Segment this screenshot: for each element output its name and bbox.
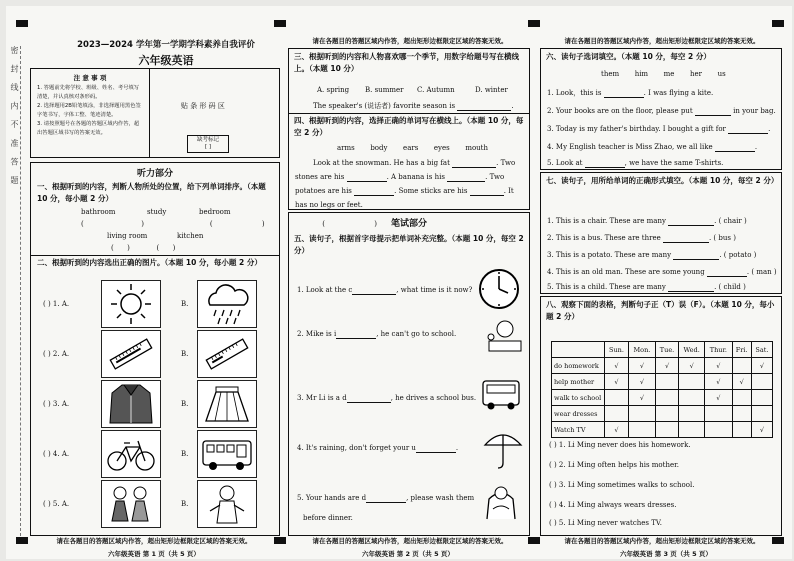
day-header: Thur. xyxy=(705,342,732,358)
sec7-blank[interactable] xyxy=(673,251,719,260)
sec8-box xyxy=(540,296,782,536)
sec7-item4-hint: . ( man ) xyxy=(746,268,777,276)
empty-cell xyxy=(732,422,751,438)
sec6-item3-end: . xyxy=(768,125,771,133)
check-cell: √ xyxy=(705,390,732,406)
answer-paren-row2[interactable]: ( ) ( ) xyxy=(111,244,176,252)
empty-cell xyxy=(732,390,751,406)
sec2-item4-b: B. xyxy=(181,450,189,458)
sec6-item1-end: . I was flying a kite. xyxy=(643,89,714,97)
sec4-line1-text: Look at the snowman. He has a big fat xyxy=(313,159,450,167)
check-cell: √ xyxy=(705,358,732,374)
sec6-box xyxy=(540,48,782,170)
washing-hands-icon xyxy=(479,479,523,527)
check-cell: √ xyxy=(751,422,772,438)
children-icon xyxy=(101,480,161,528)
check-cell: √ xyxy=(628,374,655,390)
sec2-item3-label[interactable]: ( ) 3. A. xyxy=(43,400,70,408)
sec2-item5-label[interactable]: ( ) 5. A. xyxy=(43,500,70,508)
listening-header: 听力部分 xyxy=(136,169,173,179)
day-header: Tue. xyxy=(655,342,678,358)
skirt-icon xyxy=(197,380,257,428)
clock-icon xyxy=(477,267,521,315)
empty-cell xyxy=(705,422,732,438)
sec4-line3-text: potatoes are his xyxy=(295,187,352,195)
binding-line-text: 密 封 线 内 不 准 答 题 xyxy=(10,46,21,536)
word-eyes: eyes xyxy=(433,144,450,152)
sec4-line3-mid: . Some sticks are his xyxy=(394,187,468,195)
jacket-icon xyxy=(101,380,161,428)
check-cell: √ xyxy=(605,422,629,438)
sec5-item4-end: . xyxy=(455,444,459,452)
empty-cell xyxy=(679,406,705,422)
season-option-spring: A. spring xyxy=(317,86,350,94)
page3-bottom-notice: 请在各题目的答题区域内作答，超出矩形边框限定区域的答案无效。 xyxy=(564,537,760,545)
sec5-item2-text: 2. Mike is i xyxy=(297,330,337,338)
empty-cell xyxy=(751,406,772,422)
sec5-item5-extra: before dinner. xyxy=(303,514,353,522)
sec3-sec4-box: 三、根据听到的内容和人物喜欢哪一个季节，用数字给题号写在横线上。（本题 10 分） A. spring B. summer C. Autumn D. winter The speaker's (说话者) favorite season is . 四、根据听到的内容，选择正确的单词写在横线上。（本题 10 分，每空 2 分） arms body ears eyes mouth Look at the snowman. He has a big fat . Two stones are his . A banana is his . Two potatoes are his . Some sticks are his . It has no legs or feet. xyxy=(288,48,530,210)
answer-paren-row1[interactable]: ( ) ( ) ( ) xyxy=(81,220,378,228)
table-header-row xyxy=(552,342,773,358)
sec4-blank[interactable] xyxy=(470,187,504,196)
season-option-autumn: C. Autumn xyxy=(417,86,455,94)
empty-cell xyxy=(751,374,772,390)
check-cell: √ xyxy=(732,374,751,390)
registration-mark xyxy=(16,537,28,544)
sec4-line4-text: has no legs or feet. xyxy=(295,201,363,209)
day-header: Fri. xyxy=(732,342,751,358)
absent-mark-checkbox[interactable]: [ ] xyxy=(204,144,212,150)
sec7-item3-text: 3. This is a potato. These are many xyxy=(547,251,672,259)
word-kitchen: kitchen xyxy=(177,232,204,240)
sec5-item5-text: 5. Your hands are d xyxy=(297,494,367,502)
sec7-title: 七、读句子，用所给单词的正确形式填空。（本题 10 分，每空 2 分） xyxy=(546,176,779,185)
registration-mark xyxy=(772,20,784,27)
page2-top-notice: 请在各题目的答题区域内作答，超出矩形边框限定区域的答案无效。 xyxy=(312,37,508,45)
sec8-statement-1[interactable]: ( ) 1. Li Ming never does his homework. xyxy=(549,441,691,449)
sec2-item2-label[interactable]: ( ) 2. A. xyxy=(43,350,70,358)
table-row xyxy=(552,374,773,390)
empty-cell xyxy=(655,422,678,438)
page1-bottom-notice: 请在各题目的答题区域内作答，超出矩形边框限定区域的答案无效。 xyxy=(56,537,252,545)
sec1-title: 一、根据听到的内容，判断人物所处的位置，给下列单词排序。（本题 10 分，每小题 2 分） xyxy=(37,182,266,203)
sec4-blank[interactable] xyxy=(354,187,394,196)
sec4-title: 四、根据听到的内容，选择正确的单词写在横线上。（本题 10 分，每空 2 分） xyxy=(294,116,524,137)
table-row xyxy=(552,422,773,438)
sec2-item4-label[interactable]: ( ) 4. A. xyxy=(43,450,70,458)
check-cell: √ xyxy=(628,390,655,406)
subject-title: 六年级英语 xyxy=(138,54,194,67)
sec5-item1-end: , what time is it now? xyxy=(396,286,473,294)
day-header: Sat. xyxy=(751,342,772,358)
sec6-item1-text: 1. Look，this is xyxy=(547,89,602,97)
sec4-line3-end: . It xyxy=(503,187,514,195)
check-cell: √ xyxy=(655,358,678,374)
activity-label: walk to school xyxy=(552,390,605,406)
sec4-line2-mid: . A banana is his xyxy=(386,173,445,181)
word-bedroom: bedroom xyxy=(199,208,231,216)
sec3-title: 三、根据听到的内容和人物喜欢哪一个季节，用数字给题号写在横线上。（本题 10 分） xyxy=(294,52,519,73)
word-them: them xyxy=(601,70,620,78)
notice-title: 注 意 事 项 xyxy=(73,74,107,82)
sec6-blank[interactable] xyxy=(715,143,758,152)
sec6-item5-end: , we have the same T-shirts. xyxy=(624,159,724,167)
sec5-title: 五、读句子，根据首字母提示把单词补充完整。（本题 10 分，每空 2 分） xyxy=(294,234,524,255)
sec6-item3-text: 3. Today is my father's birthday. I bought a gift for xyxy=(547,125,726,133)
thermometer-icon xyxy=(101,330,161,378)
absent-mark-label: 缺考标记 xyxy=(196,137,219,143)
exam-sheet xyxy=(6,6,792,559)
written-header: 笔试部分 xyxy=(390,219,427,229)
word-bathroom: bathroom xyxy=(81,208,116,216)
rain-cloud-icon xyxy=(197,280,257,328)
activity-label: wear dresses xyxy=(552,406,605,422)
sec5-item4-text: 4. It's raining, don't forget your u xyxy=(297,444,416,452)
sec7-item4-text: 4. This is an old man. These are some young xyxy=(547,268,705,276)
sec7-item3-hint: . ( potato ) xyxy=(719,251,757,259)
table-corner-cell xyxy=(552,342,605,358)
sec2-item3-b: B. xyxy=(181,400,189,408)
empty-cell xyxy=(751,390,772,406)
sec5-blank[interactable] xyxy=(416,444,459,453)
activity-label: do homework xyxy=(552,358,605,374)
registration-mark xyxy=(16,20,28,27)
empty-cell xyxy=(679,390,705,406)
word-study: study xyxy=(147,208,167,216)
sec7-blank[interactable] xyxy=(707,268,747,277)
sec6-item4-text: 4. My English teacher is Miss Zhao, we all like xyxy=(547,143,713,151)
sec8-statement-4[interactable]: ( ) 4. Li Ming always wears dresses. xyxy=(549,501,677,509)
sec7-blank[interactable] xyxy=(668,283,714,292)
word-mouth: mouth xyxy=(465,144,488,152)
sec4-blank[interactable] xyxy=(452,159,496,168)
page3-footer: 六年级英语 第 3 页（共 5 页） xyxy=(620,550,712,558)
day-header: Sun. xyxy=(605,342,629,358)
sec7-item2-text: 2. This is a bus. These are three xyxy=(547,234,661,242)
check-cell: √ xyxy=(705,374,732,390)
table-row xyxy=(552,406,773,422)
registration-mark xyxy=(274,20,286,27)
empty-cell xyxy=(655,374,678,390)
bicycle-icon xyxy=(101,430,161,478)
weekly-activity-table xyxy=(551,341,773,438)
bus-icon xyxy=(197,430,257,478)
word-her: her xyxy=(690,70,703,78)
word-me: me xyxy=(663,70,675,78)
sec6-item2-end: in your bag. xyxy=(733,107,776,115)
empty-cell xyxy=(605,390,629,406)
table-row xyxy=(552,358,773,374)
thermometer-icon xyxy=(197,330,257,378)
sec6-blank[interactable] xyxy=(604,89,644,98)
check-cell: √ xyxy=(628,358,655,374)
registration-mark xyxy=(528,20,540,27)
sec6-item2-text: 2. Your books are on the floor, please put xyxy=(547,107,693,115)
empty-cell xyxy=(628,406,655,422)
sun-icon xyxy=(101,280,161,328)
empty-cell xyxy=(679,422,705,438)
sick-boy-icon xyxy=(481,317,525,361)
page3-top-notice: 请在各题目的答题区域内作答，超出矩形边框限定区域的答案无效。 xyxy=(564,37,760,45)
season-option-winter: D. winter xyxy=(475,86,508,94)
day-header: Wed. xyxy=(679,342,705,358)
sec7-item5-hint: . ( child ) xyxy=(714,283,746,291)
written-section-box xyxy=(288,212,530,536)
sec6-item5-text: 5. Look at xyxy=(547,159,583,167)
sec6-blank[interactable] xyxy=(728,125,771,134)
word-us: us xyxy=(717,70,726,78)
header-info-box xyxy=(30,68,280,158)
sec8-statement-5[interactable]: ( ) 5. Li Ming never watches TV. xyxy=(549,519,662,527)
empty-cell xyxy=(732,406,751,422)
sec7-blank[interactable] xyxy=(668,217,714,226)
sec4-line1-end: . Two xyxy=(496,159,516,167)
empty-cell xyxy=(732,358,751,374)
empty-cell xyxy=(705,406,732,422)
sec4-line2-end: . Two xyxy=(485,173,505,181)
umbrella-icon xyxy=(481,427,525,475)
word-body: body xyxy=(370,144,388,152)
sec6-item4-end: . xyxy=(754,143,758,151)
word-ears: ears xyxy=(403,144,419,152)
page2-bottom-notice: 请在各题目的答题区域内作答，超出矩形边框限定区域的答案无效。 xyxy=(312,537,508,545)
sec8-statement-2[interactable]: ( ) 2. Li Ming often helps his mother. xyxy=(549,461,679,469)
sec4-line2-text: stones are his xyxy=(295,173,345,181)
sec4-blank[interactable] xyxy=(347,173,387,182)
sec5-item3-end: , he drives a school bus. xyxy=(390,394,477,402)
sec7-item1-text: 1. This is a chair. These are many xyxy=(547,217,666,225)
empty-cell xyxy=(655,390,678,406)
page1-footer: 六年级英语 第 1 页（共 5 页） xyxy=(108,550,200,558)
sec5-item1-text: 1. Look at the c xyxy=(297,286,353,294)
notice-item: 3. 请按照题号在各题的答题区域内作答，超出答题区域书写的答案无效。 xyxy=(37,121,140,136)
sec5-blank[interactable] xyxy=(366,494,406,503)
sec8-statement-3[interactable]: ( ) 3. Li Ming sometimes walks to school. xyxy=(549,481,695,489)
table-row xyxy=(552,390,773,406)
word-him: him xyxy=(634,70,649,78)
sec7-item1-hint: . ( chair ) xyxy=(714,217,747,225)
sec5-item2-end: , he can't go to school. xyxy=(376,330,457,338)
page2-footer: 六年级英语 第 2 页（共 5 页） xyxy=(362,550,454,558)
sec4-word-bank xyxy=(337,143,488,153)
notice-item: 2. 选择题用2B铅笔填涂，非选择题用黑色签字笔书写，字体工整、笔迹清楚。 xyxy=(37,103,141,118)
notice-item: 1. 答题前先将学校、班级、姓名、考号填写清楚，并认真核对条形码。 xyxy=(37,85,140,100)
sec6-blank[interactable] xyxy=(695,107,731,116)
check-cell: √ xyxy=(679,358,705,374)
sec5-item5-end: , please wash them xyxy=(406,494,475,502)
sec7-box xyxy=(540,172,782,294)
empty-cell xyxy=(605,406,629,422)
sec2-item1-label[interactable]: ( ) 1. A. xyxy=(43,300,70,308)
sec4-blank[interactable] xyxy=(447,173,485,182)
sec6-blank[interactable] xyxy=(585,159,625,168)
sec3-sentence: The speaker's (说话者) favorite season is xyxy=(313,102,456,110)
sec5-blank[interactable] xyxy=(347,394,391,403)
sec2-item5-b: B. xyxy=(181,500,189,508)
sec8-title: 八、观察下面的表格，判断句子正（T）误（F）。（本题 10 分，每小题 2 分） xyxy=(546,300,775,321)
empty-cell xyxy=(628,422,655,438)
sec7-item5-text: 5. This is a child. These are many xyxy=(547,283,666,291)
year-title: 2023—2024 学年第一学期学科素养自我评价 xyxy=(77,40,255,50)
check-cell: √ xyxy=(605,374,629,390)
sec5-item3-text: 3. Mr Li is a d xyxy=(297,394,347,402)
activity-label: help mother xyxy=(552,374,605,390)
sec5-blank[interactable] xyxy=(352,286,396,295)
sec7-blank[interactable] xyxy=(663,234,709,243)
activity-label: Watch TV xyxy=(552,422,605,438)
barcode-area-label: 贴 条 形 码 区 xyxy=(181,102,225,110)
sec6-word-bank xyxy=(601,69,726,79)
season-answer-blank[interactable] xyxy=(457,102,511,111)
notice-panel xyxy=(31,69,150,157)
empty-cell xyxy=(679,374,705,390)
season-option-summer: B. summer xyxy=(365,86,404,94)
school-bus-icon xyxy=(479,373,523,417)
absent-mark-box[interactable] xyxy=(187,135,229,153)
word-living-room: living room xyxy=(107,232,148,240)
boy-icon xyxy=(197,480,257,528)
check-cell: √ xyxy=(751,358,772,374)
sec7-item2-hint: . ( bus ) xyxy=(708,234,736,242)
sec5-blank[interactable] xyxy=(336,330,376,339)
sec2-item1-b: B. xyxy=(181,300,189,308)
word-arms: arms xyxy=(337,144,355,152)
day-header: Mon. xyxy=(628,342,655,358)
empty-cell xyxy=(655,406,678,422)
sec2-item2-b: B. xyxy=(181,350,189,358)
sec6-title: 六、读句子选词填空。（本题 10 分，每空 2 分） xyxy=(546,52,711,61)
sec2-title: 二、根据听到的内容选出正确的图片。（本题 10 分，每小题 2 分） xyxy=(37,258,262,267)
check-cell: √ xyxy=(605,358,629,374)
